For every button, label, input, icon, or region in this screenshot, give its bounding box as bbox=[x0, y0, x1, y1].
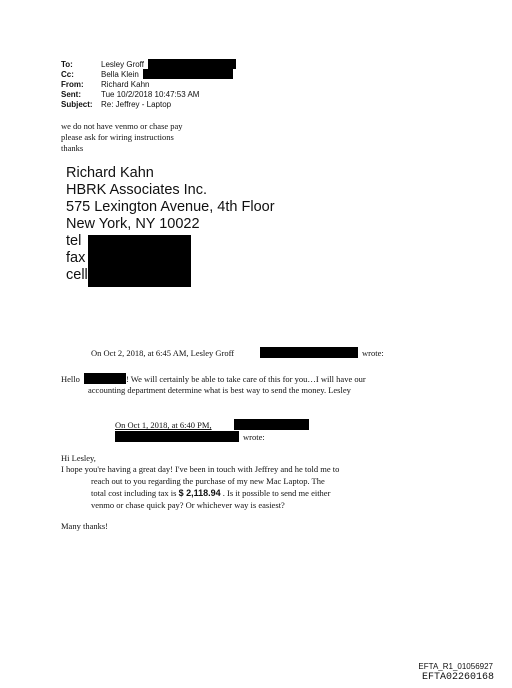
subject-value: Re: Jeffrey - Laptop bbox=[101, 100, 172, 109]
redaction-block bbox=[88, 235, 191, 287]
signature-address-line: New York, NY 10022 bbox=[66, 216, 200, 232]
amount: $ 2,118.94 bbox=[178, 488, 221, 498]
quote-line bbox=[91, 488, 330, 499]
redaction-block bbox=[143, 69, 233, 79]
cc-label: Cc: bbox=[61, 70, 74, 79]
quote-intro: On Oct 1, 2018, at 6:40 PM, bbox=[115, 420, 212, 430]
redaction-block bbox=[234, 419, 309, 430]
cc-value: Bella Klein bbox=[101, 70, 139, 79]
quote-line: ! We will certainly be able to take care of this for you…I will have our bbox=[126, 374, 366, 384]
to-label: To: bbox=[61, 60, 73, 69]
reply-line: thanks bbox=[61, 143, 84, 153]
redaction-block bbox=[84, 373, 126, 384]
signature-address-line: 575 Lexington Avenue, 4th Floor bbox=[66, 199, 275, 215]
signature-cell-label: cell bbox=[66, 267, 88, 283]
from-value: Richard Kahn bbox=[101, 80, 150, 89]
signature-company: HBRK Associates Inc. bbox=[66, 182, 208, 198]
quote-wrote: wrote: bbox=[243, 432, 265, 442]
quote-intro: On Oct 2, 2018, at 6:45 AM, Lesley Groff bbox=[91, 348, 235, 358]
quote-greeting: Hi Lesley, bbox=[61, 453, 96, 463]
quote-hello: Hello bbox=[61, 374, 80, 384]
quote-text: . Is it possible to send me either bbox=[222, 488, 331, 498]
redaction-block bbox=[260, 347, 358, 358]
quote-line: venmo or chase quick pay? Or whichever way is easiest? bbox=[91, 500, 285, 510]
redaction-block bbox=[148, 59, 236, 69]
quote-line: I hope you're having a great day! I've been in touch with Jeffrey and he told me to bbox=[61, 464, 340, 474]
reply-line: we do not have venmo or chase pay bbox=[61, 121, 183, 131]
sent-value: Tue 10/2/2018 10:47:53 AM bbox=[101, 90, 200, 99]
to-value: Lesley Groff bbox=[101, 60, 144, 69]
quote-text: total cost including tax is bbox=[91, 488, 177, 498]
from-label: From: bbox=[61, 80, 84, 89]
redaction-block bbox=[115, 431, 239, 442]
signature-tel-label: tel bbox=[66, 233, 82, 249]
signature-fax-label: fax bbox=[66, 250, 86, 266]
quote-thanks: Many thanks! bbox=[61, 521, 108, 531]
bates-number: EFTA_R1_01056927 bbox=[418, 662, 493, 671]
quote-line: accounting department determine what is best way to send the money. Lesley bbox=[88, 385, 351, 395]
signature-name: Richard Kahn bbox=[66, 165, 154, 181]
bates-number: EFTA02260168 bbox=[421, 672, 494, 683]
sent-label: Sent: bbox=[61, 90, 81, 99]
quote-wrote: wrote: bbox=[362, 348, 384, 358]
quote-line: reach out to you regarding the purchase of my new Mac Laptop. The bbox=[91, 476, 325, 486]
reply-line: please ask for wiring instructions bbox=[61, 132, 174, 142]
subject-label: Subject: bbox=[61, 100, 93, 109]
